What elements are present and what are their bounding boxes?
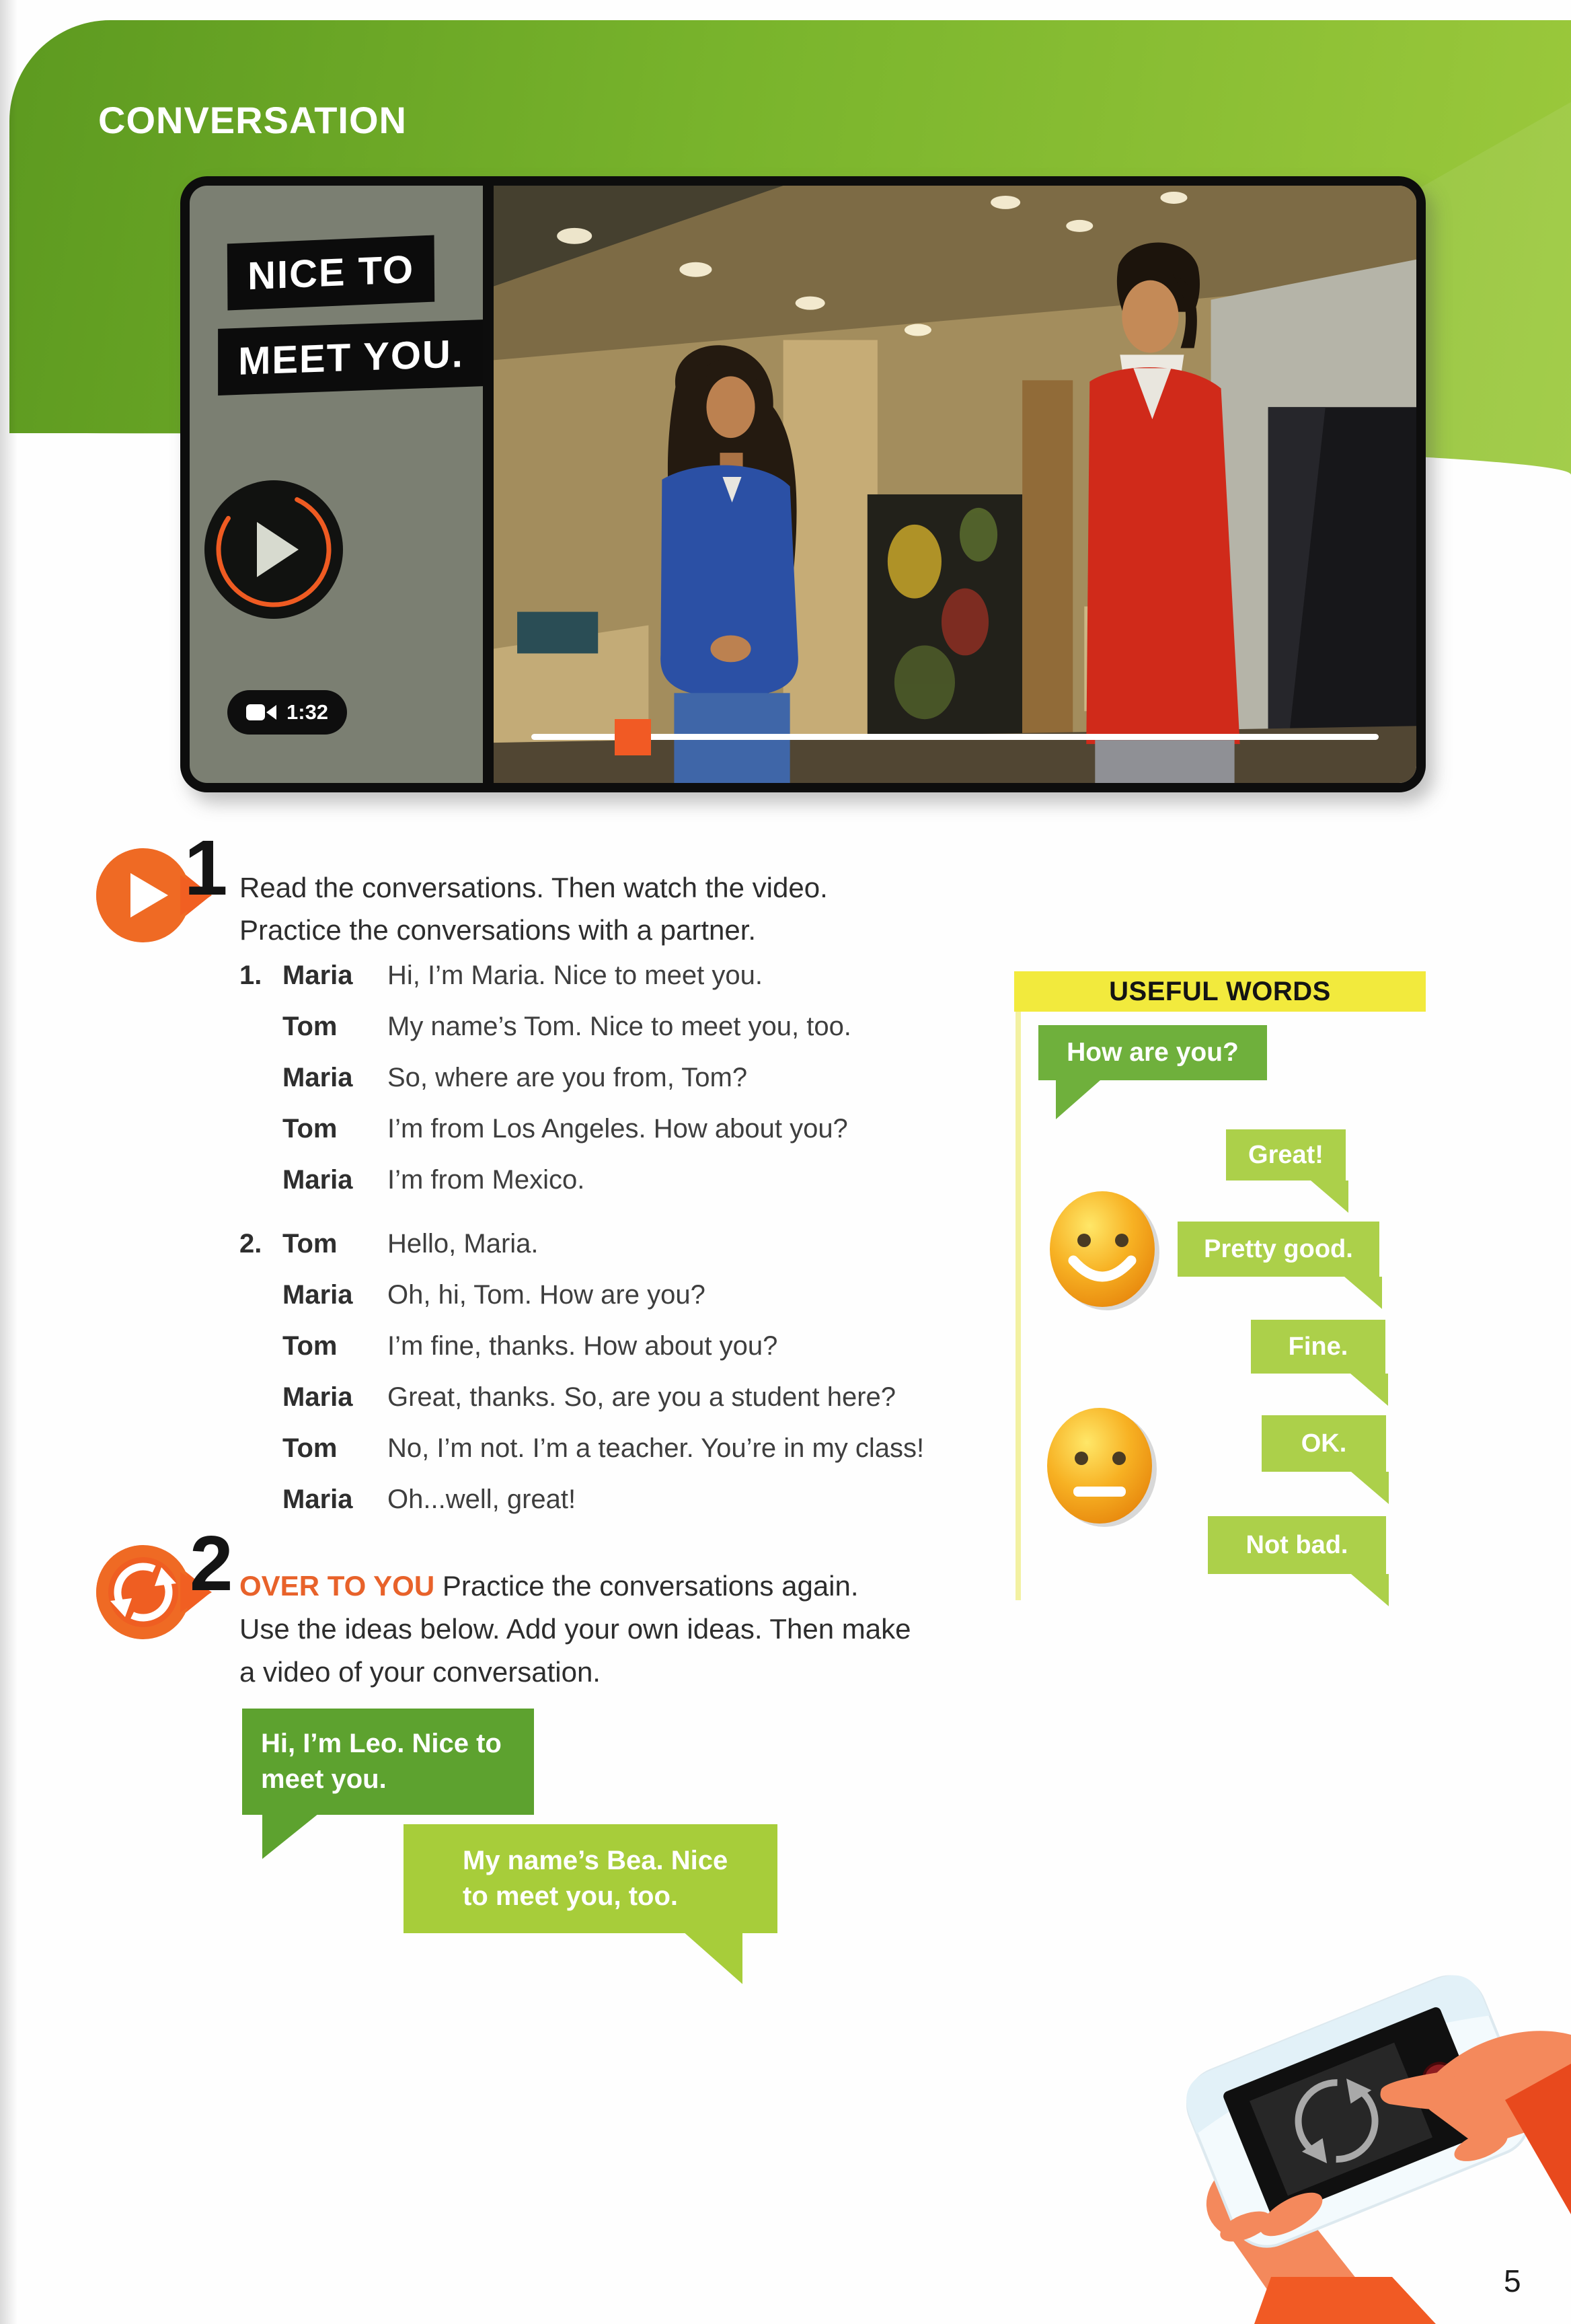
video-progress-bar[interactable] bbox=[531, 734, 1379, 740]
dialogue-speaker: Tom bbox=[282, 1012, 338, 1041]
conversation-1 bbox=[239, 961, 1033, 1195]
dialogue-line bbox=[239, 1165, 1033, 1195]
dialogue-text: Oh...well, great! bbox=[387, 1485, 576, 1514]
dialogue-line bbox=[239, 1382, 1033, 1413]
response-bubble: Pretty good. bbox=[1178, 1222, 1379, 1277]
panel-accent-line bbox=[1016, 1010, 1021, 1600]
dialogue-speaker: Tom bbox=[282, 1114, 338, 1144]
dialogue-text: I’m from Los Angeles. How about you? bbox=[387, 1114, 848, 1144]
dialogue-speaker: Tom bbox=[282, 1229, 338, 1259]
video-still bbox=[494, 186, 1416, 783]
dialogue-line bbox=[239, 1114, 1033, 1144]
dialogue-speaker: Tom bbox=[282, 1331, 338, 1361]
dialogue-line bbox=[239, 1012, 1033, 1042]
dialogue-line bbox=[239, 1433, 1033, 1464]
dialogue-text: So, where are you from, Tom? bbox=[387, 1063, 748, 1092]
play-icon bbox=[257, 522, 299, 577]
response-bubble: OK. bbox=[1262, 1415, 1386, 1472]
video-scrubber[interactable] bbox=[615, 719, 651, 755]
useful-words-panel bbox=[1014, 971, 1426, 1600]
dialogue-speaker: Maria bbox=[282, 1063, 353, 1092]
exercise1-instruction-line2: Practice the conversations with a partner. bbox=[239, 914, 757, 946]
response-bubble: Fine. bbox=[1251, 1320, 1385, 1374]
dialogue-line bbox=[239, 961, 1033, 991]
dialogue-text: I’m from Mexico. bbox=[387, 1165, 585, 1195]
video-title-line2: MEET YOU. bbox=[218, 320, 483, 396]
idea-bubble-leo: Hi, I’m Leo. Nice to meet you. bbox=[242, 1709, 534, 1815]
dialogue-speaker: Tom bbox=[282, 1433, 338, 1463]
exercise2-instruction-line3: a video of your conversation. bbox=[239, 1655, 601, 1688]
dialogue-line bbox=[239, 1280, 1033, 1310]
idea-bubble-bea: My name’s Bea. Nice to meet you, too. bbox=[404, 1824, 777, 1933]
camcorder-icon bbox=[246, 702, 277, 722]
response-bubble: Not bad. bbox=[1208, 1516, 1386, 1574]
exercise2-number: 2 bbox=[190, 1520, 233, 1607]
dialogue-line bbox=[239, 1229, 1033, 1259]
duration-text: 1:32 bbox=[286, 700, 329, 724]
exercise1-instructions bbox=[239, 866, 939, 951]
over-to-you-label: OVER TO YOU bbox=[239, 1570, 435, 1602]
dialogue-line bbox=[239, 1331, 1033, 1361]
office-scene-illustration bbox=[494, 186, 1416, 783]
video-title-panel bbox=[190, 186, 483, 783]
video-title-line1: NICE TO bbox=[227, 235, 435, 311]
prompt-bubble: How are you? bbox=[1038, 1025, 1267, 1080]
dialogue-line bbox=[239, 1063, 1033, 1093]
conversation-2 bbox=[239, 1229, 1033, 1515]
neutral-face-icon bbox=[1042, 1402, 1160, 1533]
conversation-number: 1. bbox=[239, 961, 262, 990]
exercise1-number: 1 bbox=[184, 824, 228, 911]
dialogue-text: Oh, hi, Tom. How are you? bbox=[387, 1280, 705, 1310]
dialogue-text: Great, thanks. So, are you a student here? bbox=[387, 1382, 896, 1412]
page-title: CONVERSATION bbox=[98, 99, 407, 141]
exercise2-instruction-line1: Practice the conversations again. bbox=[442, 1570, 859, 1602]
conversations bbox=[239, 961, 1033, 1536]
useful-words-title: USEFUL WORDS bbox=[1014, 971, 1426, 1012]
exercise1-instruction-line1: Read the conversations. Then watch the video. bbox=[239, 872, 828, 903]
dialogue-speaker: Maria bbox=[282, 1485, 353, 1514]
dialogue-text: My name’s Tom. Nice to meet you, too. bbox=[387, 1012, 851, 1041]
response-bubble: Great! bbox=[1226, 1129, 1346, 1180]
dialogue-speaker: Maria bbox=[282, 961, 353, 990]
duration-badge bbox=[227, 690, 347, 735]
conversation-number: 2. bbox=[239, 1229, 262, 1259]
exercise2-instruction-line2: Use the ideas below. Add your own ideas. Then make bbox=[239, 1612, 911, 1645]
play-button[interactable] bbox=[204, 480, 343, 619]
dialogue-speaker: Maria bbox=[282, 1165, 353, 1195]
exercise2-instructions bbox=[239, 1565, 1006, 1693]
dialogue-speaker: Maria bbox=[282, 1280, 353, 1310]
page-number: 5 bbox=[1504, 2263, 1521, 2298]
video-player bbox=[180, 176, 1426, 792]
dialogue-text: No, I’m not. I’m a teacher. You’re in my class! bbox=[387, 1433, 925, 1463]
dialogue-text: Hi, I’m Maria. Nice to meet you. bbox=[387, 961, 763, 990]
book-gutter-shadow bbox=[0, 0, 17, 2324]
dialogue-text: I’m fine, thanks. How about you? bbox=[387, 1331, 778, 1361]
happy-face-icon bbox=[1045, 1185, 1163, 1316]
dialogue-line bbox=[239, 1485, 1033, 1515]
phone-recording-illustration bbox=[1069, 1910, 1571, 2324]
dialogue-speaker: Maria bbox=[282, 1382, 353, 1412]
dialogue-text: Hello, Maria. bbox=[387, 1229, 539, 1259]
